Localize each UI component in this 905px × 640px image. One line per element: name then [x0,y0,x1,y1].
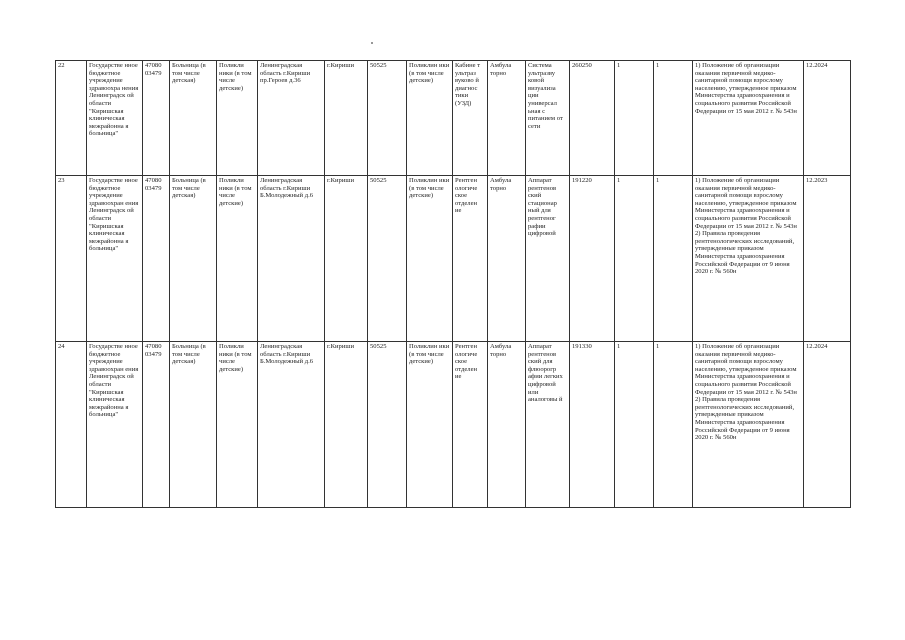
cell-equipment-code: 191330 [570,342,615,508]
table-row [56,176,851,342]
cell-care-form: Амбула торно [488,61,526,176]
cell-room: Кабине т ультраз вуково й диагнос тики (УЗД) [453,61,488,176]
cell-city: г.Кириши [325,176,368,342]
table-row [56,61,851,176]
cell-city: г.Кириши [325,342,368,508]
cell-legal-basis: 1) Положение об организации оказания первичной медико-санитарной помощи взрослому населению, утвержденное приказом Министерства здравоохранения и социального развития Российской Федерации от 15 мая 2012 г. № 543н 2) Правила проведения рентгенологических исследований, утвержденные приказом Министерства здравоохранения Российской Федерации от 9 июня 2020 г. № 560н [693,176,804,342]
cell-room: Рентген ологиче ское отделен ие [453,342,488,508]
cell-okato: 50525 [368,176,407,342]
scan-speck [371,42,373,44]
cell-organization: Государстве нное бюджетное учреждение здравоохран ения Ленинградск ой области "Киришская клиническая межрайонна я больница" [87,342,143,508]
cell-org-type: Больница (в том числе детская) [170,61,217,176]
cell-org-code: 47080 03479 [143,176,170,342]
cell-okato: 50525 [368,61,407,176]
cell-unit: Поликлин ики (в том числе детские) [407,342,453,508]
cell-legal-basis: 1) Положение об организации оказания первичной медико-санитарной помощи взрослому населению, утвержденное приказом Министерства здравоохранения и социального развития Российской Федерации от 15 мая 2012 г. № 543н [693,61,804,176]
cell-address: Ленинградская область г.Кириши Б.Молодежный д.6 [258,342,325,508]
cell-unit: Поликлин ики (в том числе детские) [407,176,453,342]
cell-organization: Государстве нное бюджетное учреждение здравоохра нения Ленинградск ой области "Киришская клиническая межрайонна я больница" [87,61,143,176]
cell-address: Ленинградская область г.Кириши Б.Молодежный д.6 [258,176,325,342]
cell-address: Ленинградская область г.Кириши пр.Героев д.36 [258,61,325,176]
cell-quantity-2: 1 [654,176,693,342]
cell-date: 12.2024 [804,61,851,176]
table-row [56,342,851,508]
cell-number: 23 [56,176,87,342]
cell-date: 12.2024 [804,342,851,508]
cell-legal-basis: 1) Положение об организации оказания первичной медико-санитарной помощи взрослому населению, утвержденное приказом Министерства здравоохранения и социального развития Российской Федерации от 15 мая 2012 г. № 543н 2) Правила проведения рентгенологических исследований, утвержденные приказом Министерства здравоохранения Российской Федерации от 9 июня 2020 г. № 560н [693,342,804,508]
cell-quantity-1: 1 [615,176,654,342]
cell-city: г.Кириши [325,61,368,176]
cell-subdivision: Поликли ники (в том числе детские) [217,176,258,342]
cell-org-code: 47080 03479 [143,61,170,176]
cell-care-form: Амбула торно [488,176,526,342]
cell-equipment: Аппарат рентгенов ский для флюорогр афии легких цифровой или аналоговы й [526,342,570,508]
cell-equipment: Аппарат рентгенов ский стационар ный для рентгеног рафии цифровой [526,176,570,342]
cell-quantity-1: 1 [615,342,654,508]
cell-number: 24 [56,342,87,508]
cell-okato: 50525 [368,342,407,508]
cell-equipment-code: 191220 [570,176,615,342]
cell-room: Рентген ологиче ское отделен ие [453,176,488,342]
equipment-table [55,60,851,508]
cell-quantity-2: 1 [654,61,693,176]
cell-quantity-2: 1 [654,342,693,508]
cell-quantity-1: 1 [615,61,654,176]
cell-equipment: Система ультразву ковой визуализа ции универсал ьная с питанием от сети [526,61,570,176]
cell-unit: Поликлин ики (в том числе детские) [407,61,453,176]
cell-date: 12.2023 [804,176,851,342]
cell-number: 22 [56,61,87,176]
cell-subdivision: Поликли ники (в том числе детские) [217,61,258,176]
cell-equipment-code: 260250 [570,61,615,176]
cell-organization: Государстве нное бюджетное учреждение здравоохран ения Ленинградск ой области "Киришская клиническая межрайонна я больница" [87,176,143,342]
cell-org-code: 47080 03479 [143,342,170,508]
cell-org-type: Больница (в том числе детская) [170,176,217,342]
cell-subdivision: Поликли ники (в том числе детские) [217,342,258,508]
cell-org-type: Больница (в том числе детская) [170,342,217,508]
cell-care-form: Амбула торно [488,342,526,508]
